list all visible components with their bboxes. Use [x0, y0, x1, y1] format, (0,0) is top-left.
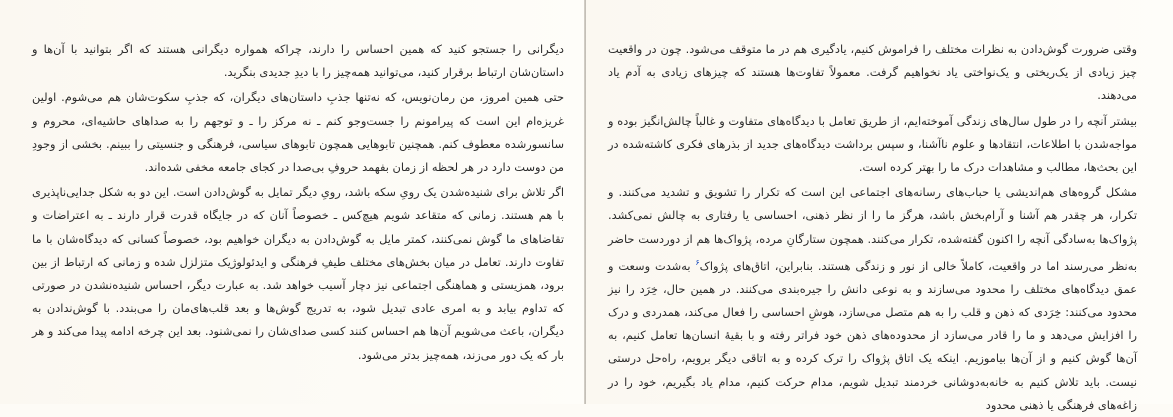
left-page	[0, 0, 586, 404]
paragraph: وقتی ضرورت گوش‌دادن به نظرات مختلف را فراموش کنیم، یادگیری هم در ما متوقف می‌شود. چون در واقعیت چیز زیادی از یک‌ریختی و یک‌نواختی یاد نخواهیم گرفت. معمولاً تفاوت‌ها هستند که چیزهای زیادی به آدم یاد می‌دهند.	[608, 42, 1137, 103]
paragraph: دیگرانی را جستجو کنید که همین احساس را دارند، چراکه همواره دیگرانی هستند که اگر بتوانید با آن‌ها و داستان‌شان ارتباط برقرار کنید، می‌توانید همه‌چیز را با دیدِ جدیدی بنگرید.	[32, 42, 564, 80]
right-page-text	[608, 38, 1137, 417]
paragraph: بیشتر آنچه را در طول سال‌های زندگی آموخته‌ایم، از طریق تعامل با دیدگاه‌های متفاوت و غالباً چالش‌انگیز بوده و مواجه‌شدن با اطلاعات، انتقادها و علوم ناآشنا، و سپس برداشت دیدگاه‌های جدید از بذرهای فکری کاشته‌شده در این بحث‌ها، مطالب و مشاهدات درک ما را بهتر کرده است.	[608, 113, 1137, 175]
paragraph-part: به‌شدت وسعت و عمق دیدگاه‌های مختلف را محدود می‌سازند و به نوعی دانش را جیره‌بندی می‌کنند. در همین حال، خِرَد را نیز محدود می‌کنند: خِرَدی که ذهن و قلب را به هم متصل می‌سازد، هوشِ احساسی را فعال می‌کند، همدردی و درک را افزایش می‌دهد و ما را قادر می‌سازد از محدوده‌های ذهن خود فراتر رفته و با بقیهٔ انسان‌ها تعامل کنیم، به آن‌ها گوش کنیم و از آن‌ها بیاموزیم. اینکه یک اتاق پژواک را ترک کرده و به اتاقی دیگر برویم، راه‌حل درستی نیست. باید تلاش کنیم به خانه‌به‌دوشانی خردمند تبدیل شویم، مدام حرکت کنیم، مدام یاد بگیریم، خود را در زاغه‌های فرهنگی یا ذهنی محدود	[608, 258, 1137, 412]
paragraph	[608, 181, 1137, 417]
right-page	[586, 0, 1173, 412]
left-page-text	[32, 38, 564, 367]
paragraph-part: مشکل گروه‌های هم‌اندیشی یا حباب‌های رسانه‌های اجتماعی این است که تکرار را تشویق و تشدید می‌کنند. و تکرار، هر چقدر هم آشنا و آرام‌بخش باشد، هرگز ما را از نظر ذهنی، احساسی یا رفتاری به چالش نمی‌کشد. پژواک‌ها به‌سادگی آنچه را اکنون گفته‌شده، تکرار می‌کنند. همچون ستارگانِ مرده، پژواک‌ها هم از دوردست حاضر به‌نظر می‌رسند اما در واقعیت، کاملاً خالی از نور و زندگی هستند. بنابراین، اتاق‌های پژواک	[608, 185, 1137, 273]
paragraph: اگر تلاش برای شنیده‌شدن یک رویِ سکه باشد، رویِ دیگر تمایل به گوش‌دادن است. این دو به شکل جدایی‌ناپذیری با هم هستند. زمانی که متقاعد شویم هیچ‌کس ـ خصوصاً آنان که در جایگاه قدرت قرار دارند ـ به اعتراضات و تقاضاهای ما گوش نمی‌کنند، کمتر مایل به گوش‌دادن به دیگران خواهیم بود، خصوصاً کسانی که دیدگاه‌شان با ما تفاوت دارند. تعامل در میان بخش‌های مختلف طیفِ فرهنگی و ایدئولوژیک متزلزل شده و زمانی که ارتباط از بین برود، همزیستی و هماهنگی اجتماعی نیز دچار آسیب خواهد شد. به عبارت دیگر، احساس شنیده‌نشدن در صورتی که تداوم بیابد و به امری عادی تبدیل شود، به تدریج گوش‌ها و بعد قلب‌های‌مان را می‌بندد. با گوش‌ندادن به دیگران، باعث می‌شویم آن‌ها هم احساس کنند کسی صدای‌شان را نمی‌شنود. بعد این چرخه ادامه پیدا می‌کند و هر بار که یک دور می‌زند، همه‌چیز بدتر می‌شود.	[32, 185, 564, 362]
paragraph: حتی همین امروز، من رمان‌نویس، که نه‌تنها جذبِ داستان‌های دیگران، که جذبِ سکوت‌شان هم می‌شوم. اولین غریزه‌ام این است که پیرامونم را جست‌وجو کنم ـ نه مرکز را ـ و توجهم را به صداهای حاشیه‌ای، محروم و سانسورشده معطوف کنم. همچنین تابوهایی همچون تابوهای سیاسی، فرهنگی و جنسیتی را ببینم. بخشی از وجودِ من دوست دارد در هر لحظه از زمان بفهمد حروفِ بی‌صدا در کجای جامعه مخفی شده‌اند.	[32, 90, 564, 175]
footnote-marker[interactable]: ۶	[695, 257, 700, 267]
